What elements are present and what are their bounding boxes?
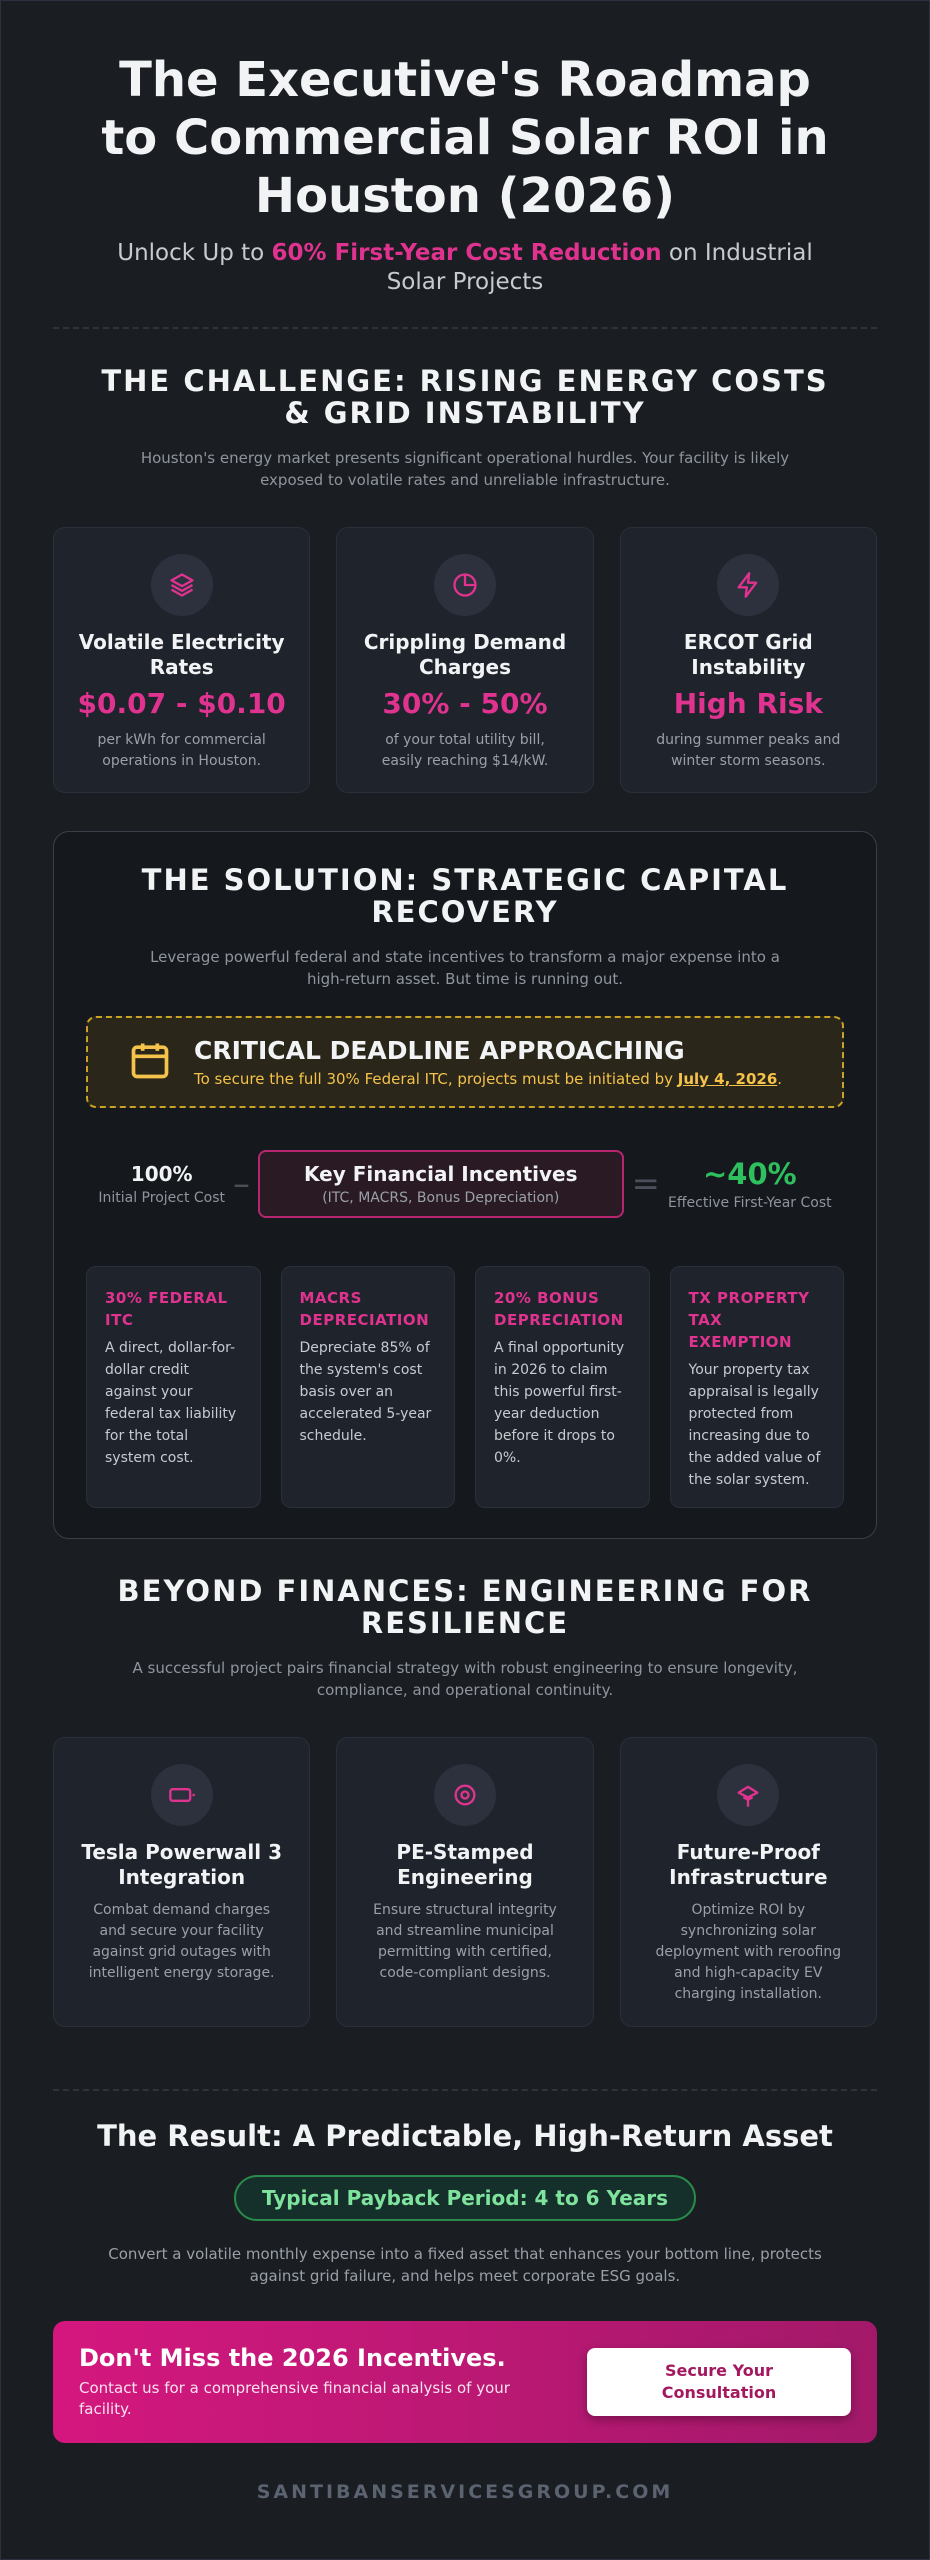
deadline-title: CRITICAL DEADLINE APPROACHING xyxy=(194,1036,685,1065)
incentive-title: 20% BONUS DEPRECIATION xyxy=(494,1289,624,1329)
resilience-cards xyxy=(53,1737,877,2027)
page-title: The Executive's Roadmap to Commercial Solar ROI in Houston (2026) xyxy=(101,52,829,224)
gear-icon xyxy=(434,1764,496,1826)
card-description: Combat demand charges and secure your facility against grid outages with intelligent energy storage. xyxy=(88,1902,275,1981)
beyond-title: BEYOND FINANCES: ENGINEERING FOR RESILIENCE xyxy=(117,1574,813,1640)
card-value: $0.07 - $0.10 xyxy=(77,687,286,720)
calendar-icon xyxy=(128,1038,172,1086)
lightning-icon xyxy=(717,554,779,616)
cta-banner xyxy=(53,2321,877,2443)
incentive-card xyxy=(670,1266,845,1508)
cta-button-line2: Consultation xyxy=(661,2383,777,2402)
incentive-description: A direct, dollar-for-dollar credit against your federal tax liability for the total system cost. xyxy=(105,1340,237,1466)
secure-consultation-button[interactable] xyxy=(587,2348,851,2416)
card-description: Optimize ROI by synchronizing solar deployment with reroofing and high-capacity EV charging installation. xyxy=(655,1902,842,2002)
resilience-card xyxy=(53,1737,310,2027)
challenge-card xyxy=(336,527,593,793)
card-title: PE-Stamped Engineering xyxy=(396,1840,534,1889)
footer-brand[interactable]: SANTIBANSERVICESGROUP.COM xyxy=(256,2481,674,2503)
deadline-text xyxy=(194,1070,782,1088)
resilience-card xyxy=(336,1737,593,2027)
card-title: Volatile Electricity Rates xyxy=(78,630,285,679)
divider xyxy=(53,327,877,329)
cta-button-line1: Secure Your xyxy=(665,2361,773,2380)
challenge-card xyxy=(620,527,877,793)
solution-panel xyxy=(53,831,877,1539)
incentives-box-title: Key Financial Incentives xyxy=(304,1162,578,1186)
incentive-cards xyxy=(86,1266,844,1508)
cost-equation xyxy=(86,1150,844,1218)
challenge-card xyxy=(53,527,310,793)
card-value: High Risk xyxy=(673,687,823,720)
card-note: of your total utility bill, easily reaching $14/kW. xyxy=(381,732,549,769)
incentive-card xyxy=(86,1266,261,1508)
effective-cost-value: ~40% xyxy=(702,1157,797,1191)
card-title: Tesla Powerwall 3 Integration xyxy=(81,1840,282,1889)
deadline-text-prefix: To secure the full 30% Federal ITC, projects must be initiated by xyxy=(194,1070,678,1088)
pie-chart-icon xyxy=(434,554,496,616)
deadline-text-suffix: . xyxy=(777,1070,783,1088)
subtitle-highlight: 60% First-Year Cost Reduction xyxy=(271,240,662,266)
solar-tower-icon xyxy=(717,1764,779,1826)
subtitle-suffix: on Industrial Solar Projects xyxy=(386,240,813,295)
effective-cost-block xyxy=(668,1157,832,1211)
minus-sign: – xyxy=(233,1164,251,1204)
incentive-card xyxy=(281,1266,456,1508)
challenge-title: THE CHALLENGE: RISING ENERGY COSTS & GRID INSTABILITY xyxy=(101,364,829,430)
incentives-box xyxy=(258,1150,624,1218)
equals-sign: = xyxy=(631,1164,661,1204)
initial-cost-block xyxy=(98,1162,225,1206)
card-title: ERCOT Grid Instability xyxy=(683,630,813,679)
challenge-cards xyxy=(53,527,877,793)
deadline-banner xyxy=(86,1016,844,1108)
incentive-title: TX PROPERTY TAX EXEMPTION xyxy=(688,1289,810,1351)
incentive-card xyxy=(475,1266,650,1508)
cta-subtitle: Contact us for a comprehensive financial analysis of your facility. xyxy=(79,2379,510,2418)
resilience-card xyxy=(620,1737,877,2027)
incentive-description: Depreciate 85% of the system's cost basis over an accelerated 5-year schedule. xyxy=(299,1340,432,1444)
battery-icon xyxy=(151,1764,213,1826)
result-description: Convert a volatile monthly expense into a fixed asset that enhances your bottom line, protects against grid failure, and helps meet corporate ESG goals. xyxy=(108,2245,822,2285)
page-subtitle xyxy=(53,239,877,297)
payback-badge: Typical Payback Period: 4 to 6 Years xyxy=(234,2175,696,2221)
challenge-description: Houston's energy market presents significant operational hurdles. Your facility is likely exposed to volatile rates and unreliable infrastructure. xyxy=(140,449,790,489)
deadline-date: July 4, 2026 xyxy=(677,1070,778,1088)
effective-cost-label: Effective First-Year Cost xyxy=(668,1195,832,1211)
card-value: 30% - 50% xyxy=(382,687,548,720)
subtitle-prefix: Unlock Up to xyxy=(117,240,272,266)
incentive-title: MACRS DEPRECIATION xyxy=(299,1289,430,1329)
incentives-box-subtitle: (ITC, MACRS, Bonus Depreciation) xyxy=(322,1190,560,1206)
incentive-description: A final opportunity in 2026 to claim this powerful first-year deduction before it drops to 0%. xyxy=(494,1340,625,1466)
card-title: Future-Proof Infrastructure xyxy=(669,1840,828,1889)
result-title: The Result: A Predictable, High-Return Asset xyxy=(97,2119,833,2153)
card-note: during summer peaks and winter storm seasons. xyxy=(656,732,841,769)
incentive-title: 30% FEDERAL ITC xyxy=(105,1289,228,1329)
initial-cost-value: 100% xyxy=(130,1162,193,1186)
initial-cost-label: Initial Project Cost xyxy=(98,1190,226,1206)
card-description: Ensure structural integrity and streamline municipal permitting with certified, code-compliant designs. xyxy=(373,1902,557,1981)
layers-icon xyxy=(151,554,213,616)
solution-title: THE SOLUTION: STRATEGIC CAPITAL RECOVERY xyxy=(141,863,789,929)
divider xyxy=(53,2089,877,2091)
incentive-description: Your property tax appraisal is legally protected from increasing due to the added value of the solar system. xyxy=(688,1362,821,1488)
cta-title: Don't Miss the 2026 Incentives. xyxy=(79,2344,506,2372)
beyond-description: A successful project pairs financial strategy with robust engineering to ensure longevity, compliance, and operational continuity. xyxy=(132,1659,798,1699)
solution-description: Leverage powerful federal and state incentives to transform a major expense into a high-return asset. But time is running out. xyxy=(150,948,780,988)
card-title: Crippling Demand Charges xyxy=(363,630,567,679)
card-note: per kWh for commercial operations in Houston. xyxy=(97,732,266,769)
